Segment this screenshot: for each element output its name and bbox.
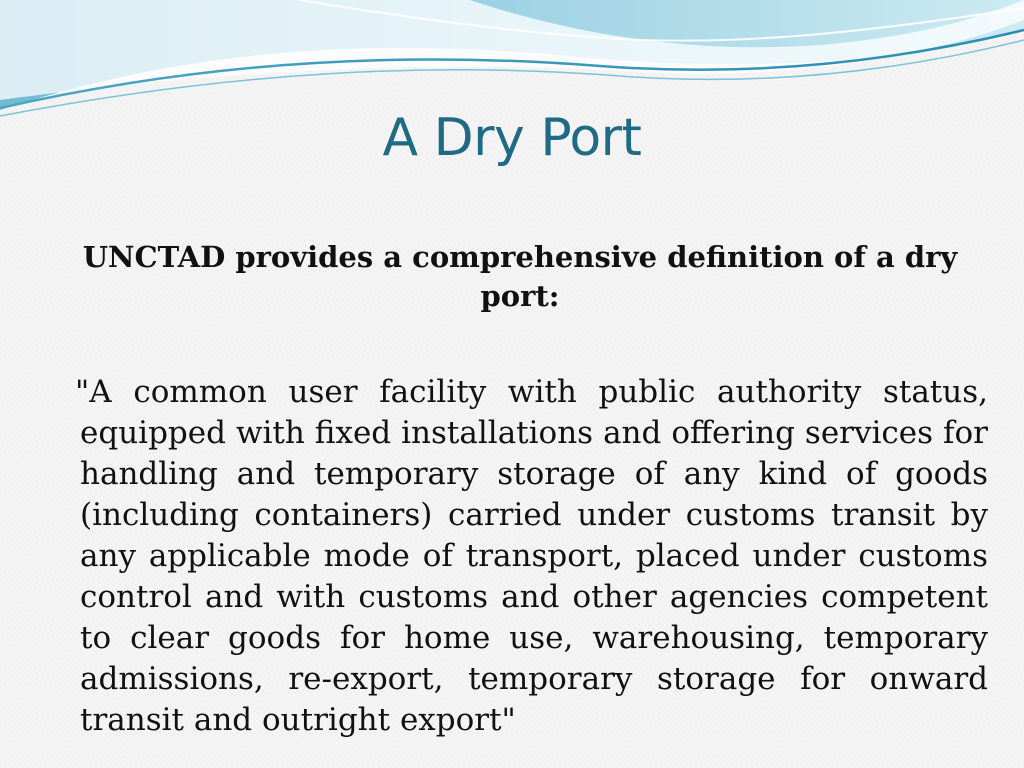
slide-title: A Dry Port — [382, 108, 642, 168]
definition-quote: "A common user facility with public authority status, equipped with fixed installations and offering services for handling and temporary storage of any kind of goods (including containers) carried under customs transit by any applicable mode of transport, placed under customs control and with customs and other agencies competent to clear goods for home use, warehousing, temporary admissions, re-export, temporary storage for onward transit and outright export" — [75, 374, 988, 738]
slide-subtitle: UNCTAD provides a comprehensive definition of a dry port: — [82, 240, 958, 313]
